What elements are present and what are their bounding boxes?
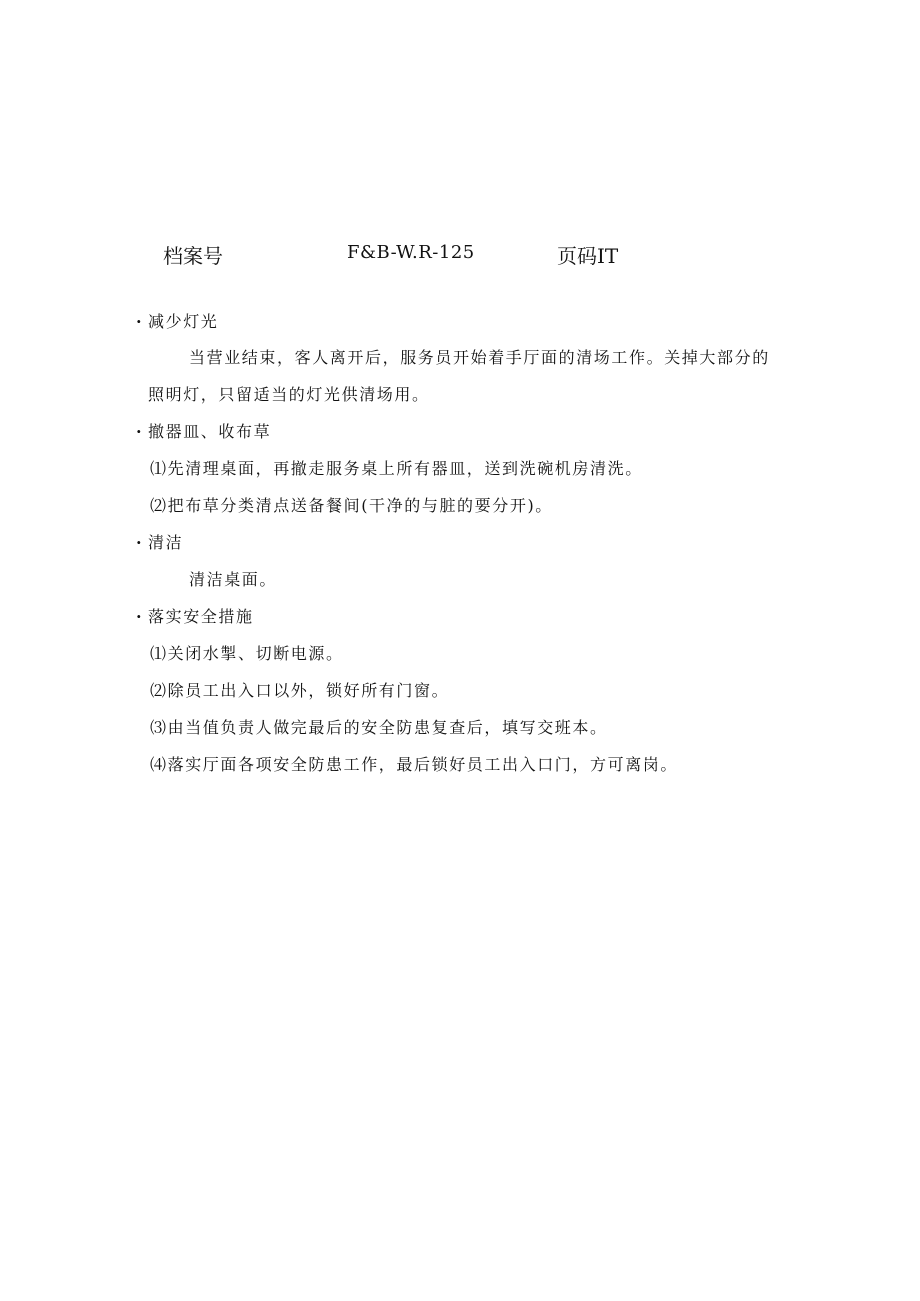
- list-item: ⑶由当值负责人做完最后的安全防患复查后，填写交班本。: [150, 718, 608, 737]
- list-item: ⑵除员工出入口以外，锁好所有门窗。: [150, 681, 450, 700]
- list-item: ⑴先清理桌面，再撤走服务桌上所有器皿，送到洗碗机房清洗。: [150, 459, 643, 478]
- section-title: 撤器皿、收布草: [148, 422, 272, 441]
- page-number: 页码IT: [557, 244, 619, 268]
- file-number-label: 档案号: [163, 244, 223, 268]
- list-item: ⑷落实厅面各项安全防患工作，最后锁好员工出入口门，方可离岗。: [150, 755, 679, 774]
- paragraph-line: 当营业结束，客人离开后，服务员开始着手厅面的清场工作。关掉大部分的: [189, 348, 770, 367]
- section-title: 减少灯光: [148, 312, 219, 331]
- section-heading: [136, 311, 218, 333]
- bullet-icon: ·: [136, 607, 144, 626]
- section-heading: [136, 532, 183, 554]
- bullet-icon: ·: [136, 422, 144, 441]
- document-header: [0, 240, 920, 270]
- bullet-icon: ·: [136, 533, 144, 552]
- section-title: 落实安全措施: [148, 607, 254, 626]
- section-title: 清洁: [148, 533, 184, 552]
- list-item: ⑴关闭水掣、切断电源。: [150, 644, 344, 663]
- paragraph-line: 清洁桌面。: [189, 570, 278, 589]
- section-heading: [136, 421, 271, 443]
- file-number-value: F&B-W.R-125: [347, 242, 475, 263]
- bullet-icon: ·: [136, 312, 144, 331]
- section-heading: [136, 606, 254, 628]
- list-item: ⑵把布草分类清点送备餐间(干净的与脏的要分开)。: [150, 496, 553, 515]
- paragraph-line: 照明灯，只留适当的灯光供清场用。: [148, 385, 430, 404]
